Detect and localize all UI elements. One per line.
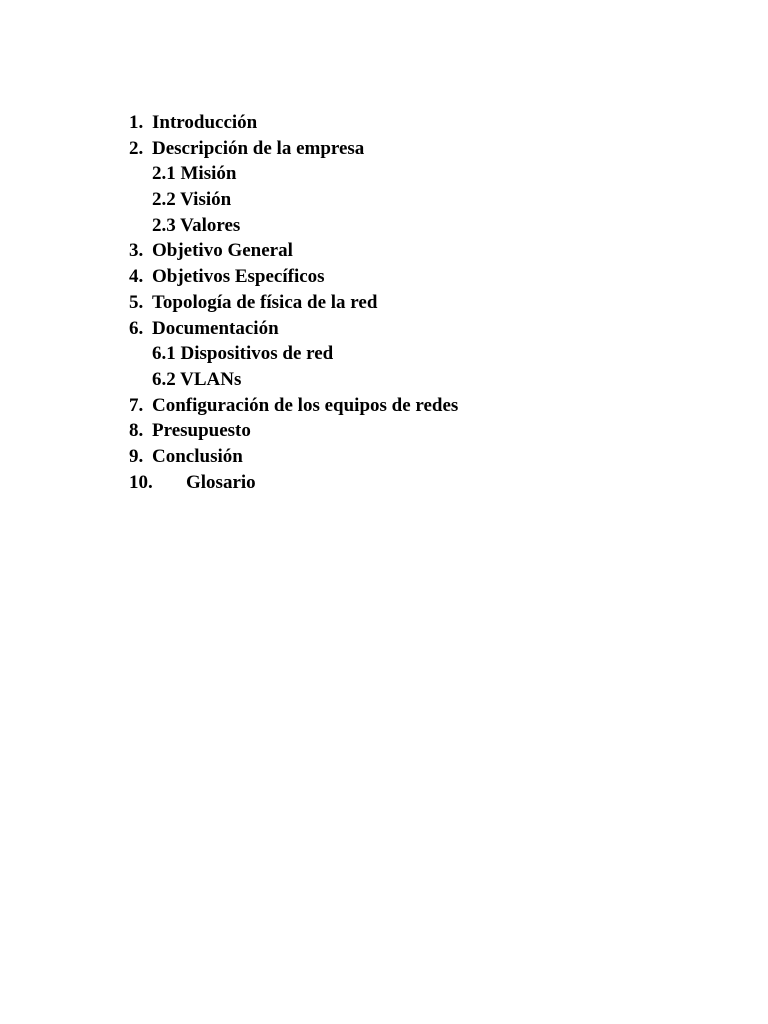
- toc-entry-number: 10.: [129, 471, 153, 493]
- toc-entry-title: Introducción: [152, 112, 258, 133]
- toc-entry-number: 2.: [129, 137, 144, 159]
- toc-entry-number: 7.: [129, 394, 144, 416]
- toc-entry-title: Conclusión: [152, 445, 243, 467]
- toc-subentry-title: 2.3 Valores: [152, 214, 241, 236]
- toc-entry-title: Objetivos Específicos: [152, 266, 325, 288]
- toc-entry-number: 6.: [129, 317, 144, 339]
- toc-entry-title: Objetivo General: [152, 240, 293, 262]
- toc-entry-number: 4.: [129, 266, 144, 288]
- toc-entry-number: 9.: [129, 445, 144, 467]
- toc-entry-title: Glosario: [186, 471, 256, 493]
- toc-entry-title: Configuración de los equipos de redes: [152, 394, 459, 416]
- toc-subentry-title: 6.1 Dispositivos de red: [152, 343, 334, 365]
- toc-entry-number: 3.: [129, 240, 144, 262]
- toc-entry-number: 1.: [129, 112, 144, 133]
- toc-entry-title: Descripción de la empresa: [152, 137, 365, 159]
- toc-entry-number: 5.: [129, 291, 144, 313]
- toc-entry-title: Documentación: [152, 317, 279, 339]
- toc-subentry-title: 6.2 VLANs: [152, 368, 242, 390]
- toc-subentry-title: 2.1 Misión: [152, 163, 237, 185]
- toc-entry-number: 8.: [129, 420, 144, 442]
- toc-subentry-title: 2.2 Visión: [152, 189, 232, 211]
- toc-entry-title: Presupuesto: [152, 420, 251, 442]
- toc-entry-title: Topología de física de la red: [152, 291, 378, 313]
